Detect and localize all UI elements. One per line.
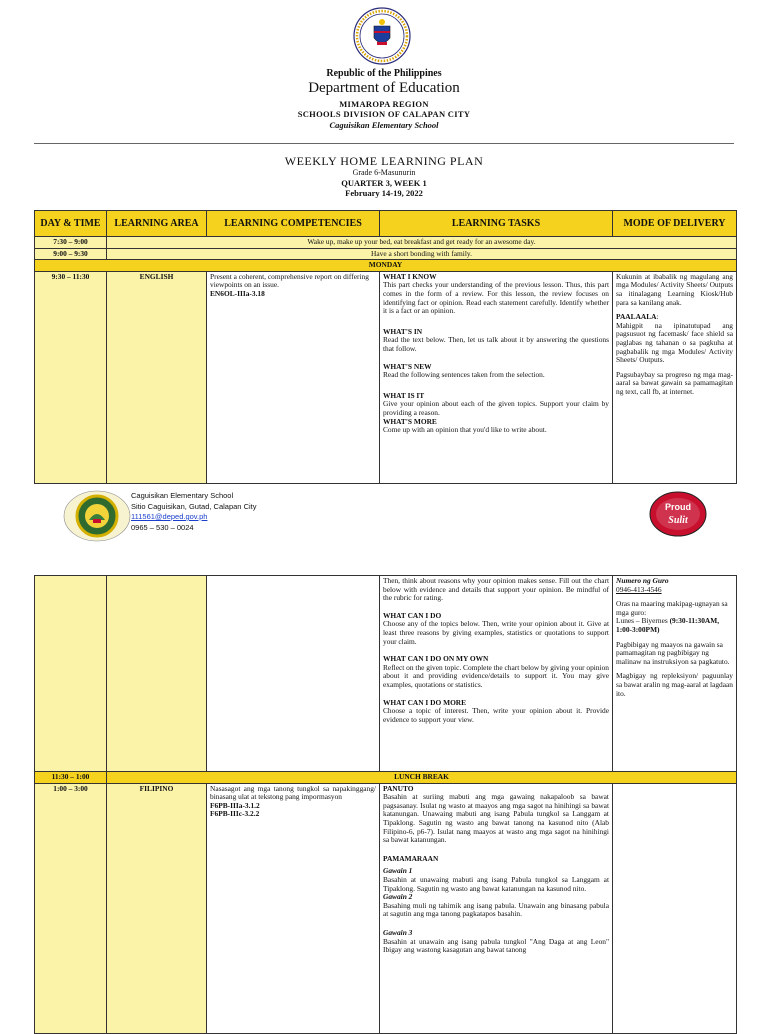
learning-plan-table-continued (34, 575, 737, 1034)
department-name: Department of Education (308, 80, 460, 96)
table-row (35, 783, 737, 1033)
competency-code: F6PB-IIIa-3.1.2 (210, 800, 260, 810)
competency-cell (207, 783, 380, 1033)
col-competencies: LEARNING COMPETENCIES (207, 211, 380, 237)
gawain-label: Gawain 3 (383, 927, 413, 937)
time-cell: 7:30 – 9:00 (35, 237, 107, 249)
delivery-cell (613, 783, 737, 1033)
task-heading: WHAT'S NEW (383, 361, 432, 371)
col-day-time: DAY & TIME (35, 211, 107, 237)
time-cell: 1:00 – 3:00 (35, 783, 107, 1033)
task-body: Come up with an opinion that you'd like to write about. (383, 425, 547, 435)
footer-address: Sitio Caguisikan, Gutad, Calapan City (131, 501, 257, 511)
plan-grade: Grade 6-Masunurin (352, 168, 416, 177)
competency-code: F6PB-IIIc-3.2.2 (210, 809, 260, 819)
task-heading: WHAT'S MORE (383, 416, 437, 426)
plan-quarter: QUARTER 3, WEEK 1 (341, 178, 427, 188)
gawain-label: Gawain 1 (383, 866, 413, 876)
teacher-number: 0946-413-4546 (616, 584, 662, 594)
learning-plan-table (34, 210, 737, 484)
competency-cell (207, 271, 380, 483)
gawain-label: Gawain 2 (383, 892, 413, 902)
col-mode-delivery: MODE OF DELIVERY (613, 211, 737, 237)
svg-text:Proud: Proud (665, 502, 691, 512)
delivery-text: Oras na maaring makipag-ugnayan sa mga guro: (616, 599, 728, 617)
day-row (35, 260, 737, 272)
footer-email-link[interactable]: 111561@deped.gov.ph (131, 512, 208, 521)
delivery-text: Kukunin at ibabalik ng magulang ang mga Modules/ Activity Sheets/ Outputs sa itinalagang Learning Kiosk/Hub para sa kanilang anak. (616, 271, 733, 307)
task-body: Choose a topic of interest. Then, write your opinion about it. Provide evidence to support your view. (383, 706, 609, 724)
tasks-cell (380, 783, 613, 1033)
tasks-cell (380, 576, 613, 772)
footer-school: Caguisikan Elementary School (131, 491, 234, 500)
delivery-text: Mahigpit na ipinatutupad ang pagsusuot ng facemask/ face shield sa paglabas ng tahanan o sa pagkuha at pagbabalik ng mga Modules/ Activity Sheets/ Outputs. (616, 320, 733, 365)
time-cell: 9:30 – 11:30 (35, 271, 107, 483)
time-cell: 9:00 – 9:30 (35, 248, 107, 260)
header-divider (34, 143, 734, 144)
table-row (35, 248, 737, 260)
task-heading: WHAT IS IT (383, 390, 425, 400)
task-heading: WHAT I KNOW (383, 271, 437, 281)
competency-code: EN6OL-IIIa-3.18 (210, 288, 265, 298)
proud-badge-icon (648, 490, 708, 538)
table-header-row (35, 211, 737, 237)
learning-area-cell: FILIPINO (107, 783, 207, 1033)
day-label: MONDAY (35, 260, 737, 272)
lunch-label: LUNCH BREAK (107, 772, 737, 784)
deped-seal-icon (344, 6, 420, 66)
paalala-label: PAALAALA: (616, 312, 659, 322)
task-body: Give your opinion about each of the given topics. Support your claim by providing a reason. (383, 399, 609, 417)
task-heading: PANUTO (383, 783, 414, 793)
region-name: MIMAROPA REGION (339, 99, 429, 109)
school-name: Caguisikan Elementary School (329, 120, 439, 130)
schedule-line: Lunes – Biyernes (9:30-11:30AM, 1:00-3:00PM) (616, 616, 720, 634)
competency-text: Nasasagot ang mga tanong tungkol sa napakinggang/ binasang ulat at tekstong pang impormasyon (210, 783, 376, 802)
routine-cell: Wake up, make up your bed, eat breakfast and get ready for an awesome day. (107, 237, 737, 249)
division-name: SCHOOLS DIVISION OF CALAPAN CITY (297, 109, 471, 119)
plan-title: WEEKLY HOME LEARNING PLAN (284, 154, 484, 168)
task-heading: WHAT'S IN (383, 326, 423, 336)
col-learning-tasks: LEARNING TASKS (380, 211, 613, 237)
footer-contact (131, 491, 256, 533)
delivery-cell (613, 576, 737, 772)
learning-area-cell (107, 576, 207, 772)
table-row (35, 237, 737, 249)
task-body: Choose any of the topics below. Then, write your opinion about it. Give at least three reasons by giving examples, statistics or quotations to support your claim. (383, 619, 609, 646)
learning-area-cell: ENGLISH (107, 271, 207, 483)
col-learning-area: LEARNING AREA (107, 211, 207, 237)
table-row (35, 576, 737, 772)
delivery-text: Pagsubaybay sa progreso ng mga mag-aaral sa bawat gawain sa pamamagitan ng text, call fb, at internet. (616, 369, 733, 396)
competency-text: Present a coherent, comprehensive report on differing viewpoints on an issue. (210, 271, 369, 290)
task-body: Reflect on the given topic. Complete the chart below by giving your opinion about it and providing evidence/details to support it. You may give examples, quotations or statistics. (383, 662, 609, 689)
time-cell: 11:30 – 1:00 (35, 772, 107, 784)
task-body: Read the text below. Then, let us talk about it by answering the questions that follow. (383, 335, 609, 353)
task-heading: WHAT CAN I DO ON MY OWN (383, 654, 489, 664)
republic-line: Republic of the Philippines (326, 68, 442, 79)
tasks-cell (380, 271, 613, 483)
teacher-number-label: Numero ng Guro (616, 576, 669, 585)
task-body: Then, think about reasons why your opinion makes sense. Fill out the chart below with evidence and details that support your opinion. Be mindful of the rubric for rating. (383, 576, 609, 603)
delivery-text: Magbigay ng repleksiyon/ paguunlay sa bawat aralin ng mag-aaral at lagdaan ito. (616, 671, 733, 698)
task-heading: PAMAMARAAN (383, 853, 439, 863)
task-body: This part checks your understanding of the previous lesson. Thus, this part comes in the form of a review. For this lesson, the review focuses on identifying fact or opinion. Read each statement carefully. Identify whether it is a fact or an opinion. (383, 280, 609, 316)
footer-phone: 0965 – 530 – 0024 (131, 522, 194, 532)
delivery-cell (613, 271, 737, 483)
task-heading: WHAT CAN I DO MORE (383, 697, 467, 707)
svg-text:Sulit: Sulit (668, 515, 688, 526)
task-body: Basahin at unawaing mabuti ang isang Pabula tungkol sa Langgam at Tipaklong. Sagutin ng wasto ang bawat katanungan na kasunod nito. (383, 874, 609, 893)
task-body: Basahing muli ng tahimik ang isang pabula. Unawain ang binasang pabula at sagutin ang mga tanong pagkatapos basahin. (383, 900, 609, 919)
plan-dates: February 14-19, 2022 (345, 188, 423, 198)
task-body: Basahin at suriing mabuti ang mga gawaing nakapaloob sa bawat pagsasanay. Isulat ng wasto at maayos ang mga sagot na hinihingi sa bawat katanungan. Unawaing mabuti ang isang Pabula tungkol sa Langgam at Tipaklong. Sagutin ng wasto ang bawat tanong na kasunod nito (Alab Filipino-6, p6-7). Isulat nang maayos at wasto ang mga sagot na hinihingi sa bawat katanungan. (383, 792, 609, 845)
delivery-text: Pagbibigay ng maayos na gawain sa pamamagitan ng pagbibigay ng malinaw na instruksiyon sa pagkatuto. (616, 639, 730, 666)
task-heading: WHAT CAN I DO (383, 610, 442, 620)
competency-cell (207, 576, 380, 772)
routine-cell: Have a short bonding with family. (107, 248, 737, 260)
time-cell (35, 576, 107, 772)
task-body: Basahin at unawain ang isang pabula tungkol "Ang Daga at ang Leon" Ibigay ang wastong kasagutan ang bawat tanong (383, 936, 609, 955)
table-row (35, 271, 737, 483)
task-body: Read the following sentences taken from the selection. (383, 370, 545, 380)
school-logo-icon (62, 490, 132, 542)
lunch-row (35, 772, 737, 784)
